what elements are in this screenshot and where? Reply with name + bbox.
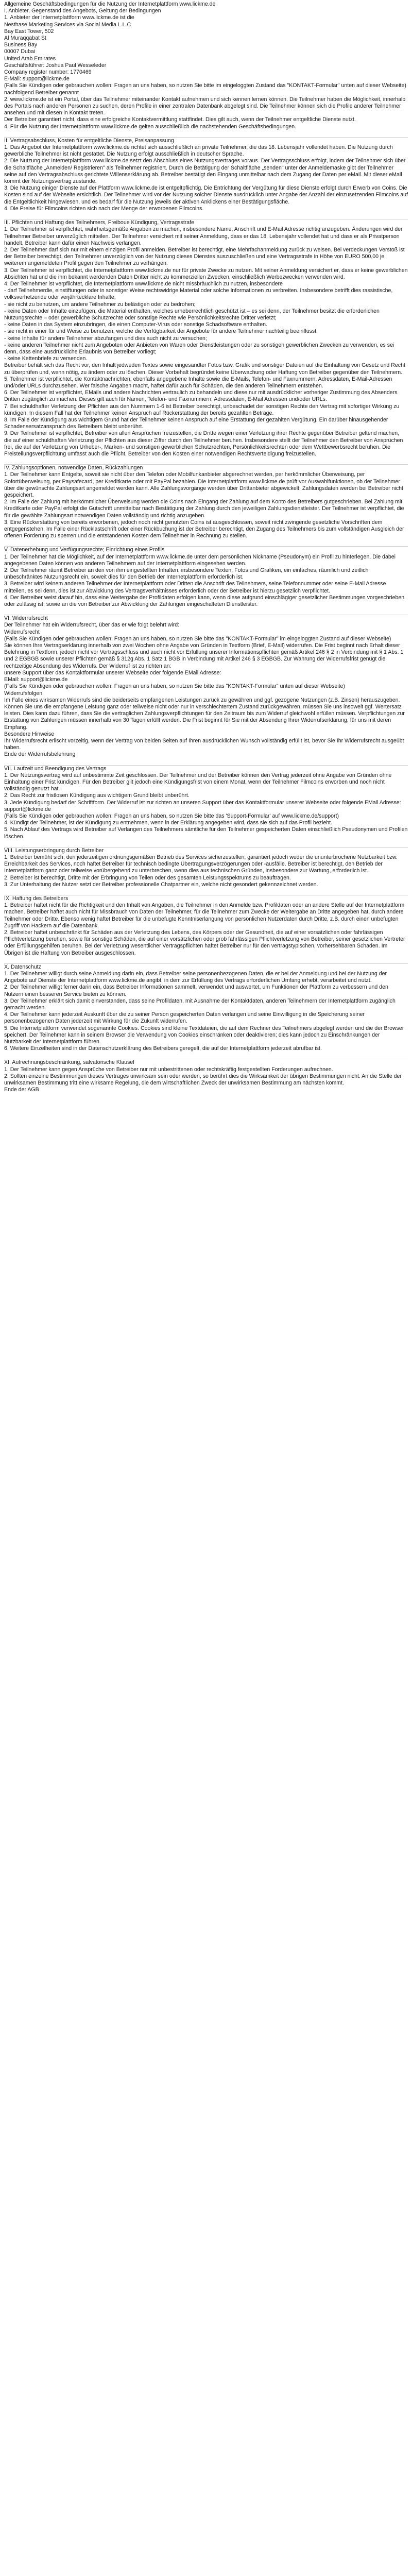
section-heading: X. Datenschutz [4, 963, 41, 970]
text-line: (Falls Sie Kündigen oder gebrauchen wollen: Fragen an uns haben, so nutzen Sie bitte das "KONTAKT-Formular" unten auf dieser Webseite) [4, 683, 345, 690]
text-line: 1. Das Angebot der Internetplattform www.lickme.de richtet sich ausschließlich an private Teilnehmer, die das 18. Lebensjahr vollendet haben. Die Nutzung durch gewerbliche Teilnehmer ist nicht gestattet. Die Nutzung erfolgt ausschließlich in deutscher Sprache. [4, 144, 393, 158]
text-line: - keine Kettenbriefe zu versenden. [4, 355, 88, 362]
document-end: Ende der AGB [4, 1087, 39, 1093]
text-line: 1. Anbieter der Internetplattform www.lickme.de ist die [4, 14, 134, 21]
section-paragraph [4, 226, 408, 430]
section-paragraph [4, 14, 408, 21]
text-line: 6. Weitere Einzelheiten sind in der Datenschutzerklärung des Betreibers geregelt, die auf der Internetplattform jederzeit abrufbar ist. [4, 1045, 322, 1052]
text-line: 1. Der Teilnehmer willigt durch seine Anmeldung darin ein, dass Betreiber seine personenbezogenen Daten, die er bei der Anmeldung und bei der Nutzung der Angebote auf Dienste der Internetplattform www.lickme.de angibt, in dem zur Erfüllung des Vertrags erforderlichen Umfang erhebt, verarbeitet und nutzt. [4, 971, 387, 984]
section-paragraph [4, 622, 408, 629]
section-paragraph [4, 738, 408, 751]
text-line: Business Bay [4, 42, 38, 48]
text-line: 5. Die Internetplattform verwendet sogenannte Cookies. Cookies sind kleine Textdateien, die auf dem Rechner des Teilnehmers abgelegt werden und die der Browser speichert. Der Teilnehmer kann in seinem Browser die Verwendung von Cookies einschränken oder deaktivieren; dies kann jedoch zu Einschränkungen der Nutzbarkeit der Internetplattform führen. [4, 1025, 404, 1045]
section-heading: VII. Laufzeit und Beendigung des Vertrags [4, 765, 107, 772]
terms-section [4, 464, 408, 539]
section-paragraph [4, 751, 408, 758]
terms-section [4, 8, 408, 130]
text-line: 2. Das Recht zur fristlosen Kündigung aus wichtigem Grund bleibt unberührt. [4, 792, 190, 799]
text-line: 4. Der Teilnehmer kann jederzeit Auskunft über die zu seiner Person gespeicherten Daten verlangen und seine Einwilligung in die Speicherung seiner personenbezogenen Daten jederzeit mit Wirkung für die Zukunft widerrufen. [4, 1011, 365, 1025]
text-line: (Falls Sie Kündigen oder gebrauchen wollen: Fragen an uns haben, so nutzen Sie bitte das "KONTAKT-Formular" im eingeloggten Zustand auf dieser Webseite) [4, 635, 391, 642]
section-paragraph [4, 772, 408, 840]
text-line: 8. Im Falle der Kündigung aus wichtigem Grund hat der Teilnehmer keinen Anspruch auf eine Erstattung der gezahlten Vergütung. Ein darüber hinausgehender Schadensersatzanspruch des Betreibers bleibt unberührt. [4, 416, 388, 430]
text-line: 3. Jede Kündigung bedarf der Schriftform. Der Widerruf ist zur richten an unseren Support über das Kontaktformular unserer Webseite oder folgende EMail Adresse: [4, 799, 401, 806]
text-line: - sie nicht in einer für und Weise zu benutzen, welche die Verfügbarkeit der Angebote für andere Teilnehmer nachteilig beeinflusst. [4, 328, 318, 335]
text-line: - keine Inhalte für andere Teilnehmer abzufangen und dies auch nicht zu versuchen; [4, 335, 207, 342]
text-line: Im Falle eines wirksamen Widerrufs sind die beiderseits empfangenen Leistungen zurück zu gewähren und ggf. gezogene Nutzungen (z.B. Zinsen) herauszugeben. Können Sie uns die empfangene Leistung ganz oder teilweise nicht oder nur in verschlechtertem Zustand zurückgewähren, müssen Sie uns insoweit ggf. Wertersatz leisten. Dies kann dazu führen, dass Sie die vertraglichen Zahlungsverpflichtungen für den Zeitraum bis zum Widerruf gleichwohl erfüllen müssen. Verpflichtungen zur Erstattung von Zahlungen müssen innerhalb von 30 Tagen erfüllt werden. Die Frist beginnt für Sie mit der Absendung Ihrer Widerrufserklärung, für uns mit deren Empfang. [4, 697, 405, 731]
document-title: Allgemeine Geschäftsbedingungen für die Nutzung der Internetplattform www.lickme.de [4, 1, 216, 7]
section-paragraph [4, 642, 408, 676]
text-line: - sie nicht zu benutzen, um andere Teilnehmer zu belästigen oder zu bedrohen; [4, 301, 196, 308]
text-line: Company register number: 1770469 [4, 69, 92, 76]
text-line: support@lickme.de [4, 806, 51, 812]
terms-section [4, 219, 408, 457]
text-line: 2. Der Teilnehmer willigt ferner darin ein, dass Betreiber Informationen sammelt, verwendet und auswertet, um Funktionen der Plattform zu verbessern und den Nutzern einen besseren Service bieten zu können. [4, 984, 388, 997]
text-line: 2. Betreiber ist berechtigt, Dritte mit der Erbringung von Teilen oder des gesamten Leistungsspektrums zu beauftragen. [4, 874, 291, 881]
section-paragraph [4, 971, 408, 1052]
section-paragraph [4, 90, 408, 96]
text-line: 2. Im Falle der Zahlung mit herkömmlicher Überweisung werden die Coins nach Eingang der Zahlung auf dem Konto des Betreibers gutgeschrieben. Bei Zahlung mit Kreditkarte oder PayPal erfolgt die Gutschrift unmittelbar nach Bestätigung der Zahlung durch den jeweiligen Zahlungsdienstleister. Der Teilnehmer ist verpflichtet, die für die gewählte Zahlungsart notwendigen Daten vollständig und richtig anzugeben. [4, 499, 404, 519]
text-line: 1. Der Teilnehmer kann Entgelte, soweit sie nicht über den Telefon oder Mobilfunkanbieter abgerechnet werden, per herkömmlicher Überweisung, per Sofortüberweisung, per Paysafecard, per Kreditkarte oder mit PayPal bezahlen. Die Internetplattform www.lickme.de prüft vor Auswahlfunktionen, ob der Teilnehmer über die gewünschte Zahlungsart angemeldet werden kann. Alle Zahlungsvorgänge werden über Drittanbieter abgewickelt; Zahlungsdaten werden bei Betreiber nicht gespeichert. [4, 471, 403, 499]
section-paragraph [4, 76, 408, 89]
terms-section [4, 137, 408, 212]
text-line: 4. Für die Nutzung der Internetplattform www.lickme.de gelten ausschließlich die nachstehenden Geschäftsbedingungen. [4, 123, 297, 130]
text-line: Besondere Hinweise [4, 731, 55, 737]
text-line: Der Teilnehmer hat ein Widerrufsrecht, über das er wie folgt belehrt wird: [4, 622, 180, 629]
text-line: 4. Der Betreiber weist darauf hin, dass eine Weitergabe der Profildaten erfolgen kann, wenn diese aufgrund einschlägiger gesetzlicher Bestimmungen vorgeschrieben oder zulässig ist, sowie an die von Betreiber zur Abwicklung der Zahlungen eingeschalteten Dienstleister. [4, 594, 405, 608]
text-line: United Arab Emirates [4, 55, 56, 62]
text-line: 3. Eine Rückerstattung von bereits erworbenen, jedoch noch nicht genutzten Coins ist ausgeschlossen, soweit nicht zwingende gesetzliche Vorschriften dem entgegenstehen. Im Falle einer Rücklastschrift oder einer Rückbuchung ist der Betreiber berechtigt, den Zugang des Teilnehmers bis zum vollständigen Ausgleich der offenen Forderung zu sperren und die entstandenen Kosten dem Teilnehmer in Rechnung zu stellen. [4, 519, 404, 539]
terms-section [4, 963, 408, 1053]
text-line: 2. Der Teilnehmer darf sich nur mit einem einzigen Profil anmelden. Betreiber ist berechtigt, eine Mehrfachanmeldung zurück zu weisen. Bei verdeckungen Verstoß ist der Betreiber berechtigt, den Teilnehmer unverzüglich von der Nutzung dieses Dienstes auszuschließen und eine Vertragsstrafe in Höhe von EURO 500,00 je weiterem angemeldeten Profil gegen den Teilnehmer zu verhängen. [4, 246, 405, 267]
section-paragraph [4, 430, 408, 457]
text-line: Sie können Ihre Vertragserklärung innerhalb von zwei Wochen ohne Angabe von Gründen in Textform (Brief, E-Mail) widerrufen. Die Frist beginnt nach Erhalt dieser Belehrung in Textform, jedoch nicht vor Vertragsschluss und auch nicht vor Erfüllung unserer Informationspflichten gemäß Artikel 246 § 2 in Verbindung mit § 1 Abs. 1 und 2 EGBGB sowie unserer Pflichten gemäß § 312g Abs. 1 Satz 1 BGB in Verbindung mit Artikel 246 § 3 EGBGB. Zur Wahrung der Widerrufsfrist genügt die rechtzeitige Absendung des Widerrufs. Der Widerruf ist zu richten an: [4, 642, 404, 669]
text-line: Ihr Widerrufsrecht erlischt vorzeitig, wenn der Vertrag von beiden Seiten auf Ihren ausdrücklichen Wunsch vollständig erfüllt ist, bevor Sie Ihr Widerrufsrecht ausgeübt haben. [4, 737, 404, 751]
text-line: 2. Betreiber haftet unbeschränkt für Schäden aus der Verletzung des Lebens, des Körpers oder der Gesundheit, die auf einer vorsätzlichen oder fahrlässigen Pflichtverletzung beruhen, sowie für sonstige Schäden, die auf einer vorsätzlichen oder grob fahrlässigen Pflichtverletzung von Betreiber, seiner gesetzlichen Vertreter oder Erfüllungsgehilfen beruhen. Bei der Verletzung wesentlicher Vertragspflichten haftet Betreiber nur für den vertragstypischen, vorhersehbaren Schaden. Im Übrigen ist die Haftung von Betreiber ausgeschlossen. [4, 929, 405, 956]
text-line: 2. Der Teilnehmer räumt Betreiber an den von ihm eingestellten Inhalten, insbesondere Texten, Fotos und Grafiken, ein einfaches, räumlich und zeitlich unbeschränktes Nutzungsrecht ein, soweit dies für den Betrieb der Internetplattform erforderlich ist. [4, 567, 369, 581]
terms-section [4, 847, 408, 888]
section-paragraph [4, 731, 408, 738]
section-paragraph [4, 690, 408, 697]
text-line: 2. Die Nutzung der Internetplattform www.lickme.de setzt den Abschluss eines Nutzungsvertrages voraus. Der Vertragsschluss erfolgt, indem der Teilnehmer sich über die Schaltfläche „Anmelden/ Registrieren" als Teilnehmer registriert. Durch die Betätigung der Schaltfläche „senden" unter der Anmeldemaske gibt der Teilnehmer seine auf den Vertragsabschluss gerichtete Willenserklärung ab. Betreiber bestätigt den Eingang unmittelbar nach dem Zugang der Daten per eMail. Mit dieser eMail kommt der Nutzungsvertrag zustande. [4, 158, 406, 185]
section-paragraph [4, 902, 408, 957]
text-line: 6. Der Teilnehmer ist verpflichtet, EMails und andere Nachrichten vertraulich zu behandeln und diese nur mit ausdrücklicher vorheriger Zustimmung des Absenders Dritten zugänglich zu machen. Dieses gilt auch für Namen, Telefon- und Faxnummern, Adressdaten, E-Mail Adressen und/oder URLs. [4, 389, 398, 403]
section-paragraph [4, 22, 408, 62]
section-heading: IX. Haftung des Betreibers [4, 895, 68, 902]
text-line: - keine anderen Teilnehmer nicht zum Angeboten oder Anbieten von Waren oder Dienstleistungen oder zu sonstigen gewerblichen Zwecken zu verwenden, es sei denn, dass eine ausdrückliche Erlaubnis von Betreiber vorliegt; [4, 342, 394, 355]
text-line: - darf Teilnehmerdie, einstiftungen oder in sonstiger Weise rechtswidrige Material oder solche Informationen zu verbreiten. Insbesondere betrifft dies rassistische, volksverhetzende oder verjährtecklare Inhalte; [4, 287, 393, 301]
text-line: 5. Nach Ablauf des Vertrags wird Betreiber auf Verlangen des Teilnehmers sämtliche für den Teilnehmer gespeicherten Daten einschließlich Pseudonymen und Profilen löschen. [4, 826, 408, 840]
text-line: nachfolgend Betreiber genannt [4, 89, 79, 96]
text-line: 9. Der Teilnehmer ist verpflichtet, Betreiber von allen Ansprüchen freizustellen, die Dritte wegen einer Verletzung ihrer Rechte gegenüber Betreiber geltend machen, die auf einer schuldhaften Verletzung der Pflichten aus dieser Ziffer durch den Teilnehmer beruhen. Insbesondere stellt der Teilnehmer den Betreiber von Ansprüchen frei, die auf der Verletzung von Urheber-, Marken- und sonstigen gewerblichen Schutzrechten, Persönlichkeitsrechten oder dem Wettbewerbsrecht beruhen. Die Freistellungsverpflichtung umfasst auch die Pflicht, Betreiber von den Kosten einer notwendigen Rechtsverteidigung freizustellen. [4, 430, 403, 457]
text-line: 00007 Dubai [4, 48, 36, 55]
section-paragraph [4, 1066, 408, 1087]
text-line: 3. Der Teilnehmer erklärt sich damit einverstanden, dass seine Profildaten, mit Ausnahme der Kontaktdaten, anderen Teilnehmern der Internetplattform zugänglich gemacht werden. [4, 997, 396, 1011]
section-paragraph [4, 854, 408, 888]
section-paragraph [4, 96, 408, 130]
text-line: 4. Die Preise für Filmcoins richten sich nach der Menge der erworbenen Filmcoins. [4, 205, 204, 212]
text-line: 3. Zur Unterhaltung der Nutzer setzt der Betreiber professionelle Chatpartner ein, welche nicht gesondert gekennzeichnet werden. [4, 881, 318, 888]
text-line: E-Mail: support@lickme.de [4, 76, 70, 82]
section-heading: III. Pflichten und Haftung des Teilnehmers, Freiboue Kündigung, Vertragsstrafe [4, 219, 195, 226]
text-line: 1. Der Nutzungsvertrag wird auf unbestimmte Zeit geschlossen. Der Teilnehmer und der Betreiber können den Vertrag jederzeit ohne Angabe von Gründen ohne Einhaltung einer Frist kündigen. Für den Betreiber gilt jedoch eine Kündigungsfrist von einem Monat, wenn der Teilnehmer Filmcoins erworben und noch nicht vollständig genutzt hat. [4, 772, 392, 792]
section-heading: I. Anbieter, Gegenstand des Angebots, Geltung der Bedingungen [4, 8, 161, 14]
terms-section [4, 1059, 408, 1087]
section-heading: II. Vertragsabschluss, Kosten für entgeltliche Dienste, Preisanpassung [4, 137, 174, 144]
text-line: unsere Support über das Kontaktformular unserer Webseite oder folgende EMail Adresse: [4, 669, 221, 676]
text-line: Al Muraqqabat St [4, 35, 46, 42]
text-line: 2. Sollten einzelne Bestimmungen dieses Vertrages unwirksam sein oder werden, so berührt dies die Wirksamkeit der übrigen Bestimmungen nicht. An die Stelle der unwirksamen Bestimmung tritt eine wirksame Regelung, die dem wirtschaftlichen Zweck der unwirksamen Bestimmung am nächsten kommt. [4, 1073, 402, 1087]
text-line: Geschäftsführer: Joshua Paul Wesseleder [4, 62, 107, 69]
text-line: EMail: support@lickme.de [4, 676, 68, 683]
text-line: 5. Teilnehmer ist verpflichtet, die Kontaktnachrichten, ebenfalls angegebene Inhalte sowie die E-Mails, Telefon- und Faxnummern, Adressdaten, E-Mail-Adressen und/oder URLs durchzusehen. Wer falsche Angaben macht, haftet dafür auch für Schäden, die den anderen Teilnehmern entstehen. [4, 376, 392, 389]
section-heading: XI. Aufrechnungsbeschränkung, salvatorische Klausel [4, 1059, 134, 1066]
text-line: 3. Die Nutzung einiger Dienste auf der Plattform www.lickme.de ist entgeltpflichtig. Die Entrichtung der Vergütung für diese Dienste erfolgt durch Erwerb von Coins. Die Kosten sind auf der Webseite ersichtlich. Der Teilnehmer wird vor der Nutzung solcher Dienste ausdrücklich unter Angabe der Anzahl der einzusetzenden Filmcoins auf die Entgeltlichkeit hingewiesen, und es bedarf für die Nutzung jeweils der aktiven Anklickens einer Bestätigungsfläche. [4, 185, 408, 205]
text-line: 1. Der Teilnehmer kann gegen Ansprüche von Betreiber nur mit unbestrittenen oder rechtskräftig festgestellten Forderungen aufrechnen. [4, 1066, 333, 1073]
terms-document [0, 0, 412, 1093]
text-line: Betreiber behält sich das Recht vor, den Inhalt jedweden Textes sowie eingesandter Fotos bzw. Grafik und sonstiger Dateien auf die Einhaltung von Gesetz und Recht zu überprüfen und, wenn nötig, zu ändern oder zu löschen. Dieser Vorbehalt begründet keine Überwachung oder Haftung von Betreiber gegenüber den Teilnehmern. [4, 362, 405, 376]
text-line: Der Betreiber garantiert nicht, dass eine erfolgreiche Kontaktvermittlung stattfindet. Dies gilt auch, wenn der Teilnehmer entgeltliche Dienste nutzt. [4, 116, 356, 123]
text-line: Widerrufsrecht [4, 629, 40, 635]
section-heading: VI. Widerrufsrecht [4, 615, 48, 622]
section-paragraph [4, 144, 408, 212]
text-line: (Falls Sie Kündigen oder gebrauchen wollen: Fragen an uns haben, so nutzen Sie bitte im eingeloggten Zustand das "KONTAKT-Formular" unten auf dieser Webseite) [4, 82, 406, 89]
text-line: 1. Der Teilnehmer ist verpflichtet, wahrheitsgemäße Angaben zu machen, insbesondere Name, Anschrift und E-Mail Adresse richtig anzugeben. Änderungen wird der Teilnehmer Betreiber unverzüglich mitteilen. Der Teilnehmer versichert mit seiner Anmeldung, dass er das 18. Lebensjahr vollendet hat und dass er als Privatperson handelt. Betreiber kann dafür einen Nachweis verlangen. [4, 226, 403, 246]
section-paragraph [4, 471, 408, 539]
text-line: Bay East Tower, 502 [4, 28, 54, 35]
document-sections [4, 8, 408, 1087]
text-line: 3. Der Teilnehmer ist verpflichtet, die Internetplattform www.lickme.de nur für private Zwecke zu nutzen. Mit seiner Anmeldung versichert er, dass er keine gewerblichen Absichten hat und die ihm bekannt werdenden Daten Dritter nicht zu kommerziellen Zwecken, einschließlich Werbezwecken verwenden wird. [4, 267, 408, 280]
section-heading: VIII. Leistungserbringung durch Betreiber [4, 847, 104, 854]
text-line: 3. Betreiber wird keinem anderen Teilnehmer der Internetplattform oder Dritten die Anschrift des Teilnehmers, seine Telefonnummer oder seine E-Mail Adresse mitteilen, es sei denn, dies ist zur Abwicklung des Vertragsverhältnisses erforderlich oder der Betreiber ist hierzu gesetzlich verpflichtet. [4, 581, 386, 594]
text-line: 7. Bei schuldhafter Verletzung der Pflichten aus den Nummern 1-6 ist Betreiber berechtigt, unbeschadet der sonstigen Rechte den Vertrag mit sofortiger Wirkung zu kündigen. In diesem Fall hat der Teilnehmer keinen Anspruch auf Rückerstattung der bereits gezahlten Beträge. [4, 403, 400, 416]
terms-section [4, 546, 408, 608]
text-line: Widerrufsfolgen [4, 690, 43, 697]
text-line: - keine Daten in das System einzubringen, die einen Computer-Virus oder sonstige Schadsoftware enthalten. [4, 321, 267, 328]
section-paragraph [4, 676, 408, 690]
text-line: 4. Der Teilnehmer ist verpflichtet, die Internetplattform www.lickme.de nicht missbräuchlich zu nutzen, insbesondere [4, 280, 283, 287]
section-heading: IV. Zahlungsoptionen, notwendige Daten, Rückzahlungen [4, 465, 143, 471]
section-paragraph [4, 636, 408, 642]
terms-section [4, 615, 408, 758]
text-line: (Falls Sie Kündigen oder gebrauchen wollen: Fragen an uns haben, so nutzen Sie bitte das 'Support-Formular' auf www.lickme.de/support) [4, 812, 339, 819]
text-line: 4. Kündigt der Teilnehmer, ist der Kündigung zu entnehmen, wenn in der Erklärung angegeben wird, dass sie sich auf das Profil bezieht. [4, 820, 332, 826]
terms-section [4, 765, 408, 840]
text-line: Ende der Widerrufsbelehrung [4, 751, 76, 758]
section-heading: V. Datenerhebung und Verfügungsrechte; Einrichtung eines Profils [4, 547, 165, 553]
section-paragraph [4, 554, 408, 608]
text-line: - keine Daten oder Inhalte einzufügen, die Material enthalten, welches urheberrechtlich geschützt ist – es sei denn, der Teilnehmer besitzt die erforderlichen Nutzungsrechte – oder gewerbliche Schutzrechte oder sonstige Rechte wie Persönlichkeitsrechte Dritter verletzt; [4, 308, 380, 321]
text-line: Nesthase Marketing Services via Social Media L.L.C [4, 21, 131, 28]
section-paragraph [4, 62, 408, 76]
text-line: 1. Betreiber bemüht sich, den jederzeitigen ordnungsgemäßen Betrieb des Services sicherzustellen, garantiert jedoch weder die ununterbrochene Nutzbarkeit bzw. Erreichbarkeit des Services, noch haftet Betreiber für technisch bedingte Übertragungsverzögerungen oder -ausfälle. Betreiber ist berechtigt, den Betrieb der Internetplattform ganz oder teilweise vorübergehend zu unterbrechen, wenn dies aus technischen Gründen, insbesondere zur Wartung, erforderlich ist. [4, 854, 398, 874]
terms-section [4, 895, 408, 957]
text-line: 1. Betreiber haftet nicht für die Richtigkeit und den Inhalt von Angaben, die Teilnehmer in den Anmelde bzw. Profildaten oder an andere Stelle auf der Internetplattform machen. Betreiber haftet auch nicht für Missbrauch von Daten der Teilnehmer, für die Teilnehmer zum Zwecke der Weitergabe an Dritte angegeben hat, durch andere Teilnehmer oder Dritte. Ebenso wenig haftet Betreiber für die unbefugte Kenntniserlangung von persönlichen Nutzerdaten durch Dritte, z.B. durch einen unbefugten Zugriff von Hackern auf die Datenbank. [4, 902, 405, 929]
section-paragraph [4, 697, 408, 731]
text-line: 1. Der Teilnehmer hat die Möglichkeit, auf der Internetplattform www.lickme.de unter dem persönlichen Nickname (Pseudonym) ein Profil zu hinterlegen. Die dabei angegebenen Daten können von anderen Teilnehmern auf der Internetplattform eingesehen werden. [4, 553, 396, 567]
text-line: 2. www.lickme.de ist ein Portal, über das Teilnehmer miteinander Kontakt aufnehmen und sich kennen lernen können. Die Teilnehmer haben die Möglichkeit, innerhalb des Portals nach anderen Personen zu suchen, deren Profile in einer zentralen Datenbank abgelegt sind. Die Teilnehmer können sich die Profile anderer Teilnehmer ansehen und mit diesen in Kontakt treten. [4, 96, 406, 116]
section-paragraph [4, 629, 408, 636]
